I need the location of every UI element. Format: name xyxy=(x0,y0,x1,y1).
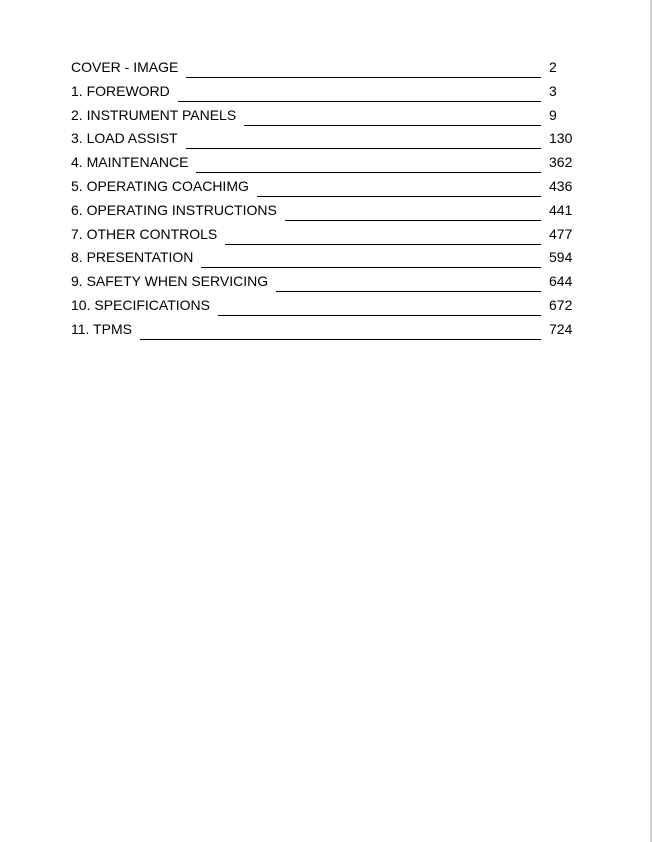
toc-leader-line xyxy=(285,201,541,221)
toc-entry-tpms[interactable] xyxy=(71,320,573,344)
toc-entry-page[interactable]: 477 xyxy=(549,225,573,242)
toc-entry-title[interactable]: 9. SAFETY WHEN SERVICING xyxy=(71,273,269,290)
toc-leader-line xyxy=(201,248,541,268)
toc-entry-title[interactable]: 3. LOAD ASSIST xyxy=(71,130,178,147)
toc-entry-page[interactable]: 644 xyxy=(549,273,573,290)
toc-leader-line xyxy=(276,272,541,292)
toc-entry-load-assist[interactable] xyxy=(71,129,573,153)
toc-leader-line xyxy=(196,153,541,173)
toc-entry-title[interactable]: 8. PRESENTATION xyxy=(71,249,194,266)
toc-entry-page[interactable]: 724 xyxy=(549,320,573,337)
toc-leader-line xyxy=(178,82,541,102)
toc-entry-page[interactable]: 362 xyxy=(549,154,573,171)
toc-leader-line xyxy=(186,129,541,149)
table-of-contents xyxy=(71,58,573,344)
toc-entry-operating-coaching[interactable] xyxy=(71,177,573,201)
toc-entry-specifications[interactable] xyxy=(71,296,573,320)
toc-entry-operating-instructions[interactable] xyxy=(71,201,573,225)
toc-entry-maintenance[interactable] xyxy=(71,153,573,177)
toc-entry-title[interactable]: 2. INSTRUMENT PANELS xyxy=(71,106,237,123)
toc-entry-title[interactable]: COVER - IMAGE xyxy=(71,59,179,75)
toc-entry-page[interactable]: 441 xyxy=(549,201,573,218)
toc-entry-page[interactable]: 594 xyxy=(549,249,573,266)
toc-entry-page[interactable]: 2 xyxy=(549,59,557,75)
toc-leader-line xyxy=(186,58,541,78)
toc-entry-cover-image[interactable] xyxy=(71,58,573,82)
toc-leader-line xyxy=(225,225,541,245)
toc-entry-title[interactable]: 11. TPMS xyxy=(71,320,132,337)
toc-entry-instrument-panels[interactable] xyxy=(71,106,573,130)
toc-entry-foreword[interactable] xyxy=(71,82,573,106)
toc-entry-title[interactable]: 6. OPERATING INSTRUCTIONS xyxy=(71,201,277,218)
toc-leader-line xyxy=(257,177,541,197)
toc-entry-title[interactable]: 5. OPERATING COACHIMG xyxy=(71,177,249,194)
toc-entry-page[interactable]: 3 xyxy=(549,82,557,99)
toc-leader-line xyxy=(140,320,541,340)
toc-entry-safety-when-servicing[interactable] xyxy=(71,272,573,296)
toc-leader-line xyxy=(244,106,541,126)
toc-entry-page[interactable]: 436 xyxy=(549,177,573,194)
toc-entry-title[interactable]: 4. MAINTENANCE xyxy=(71,154,189,171)
toc-leader-line xyxy=(218,296,541,316)
toc-entry-title[interactable]: 7. OTHER CONTROLS xyxy=(71,225,218,242)
toc-entry-other-controls[interactable] xyxy=(71,225,573,249)
toc-entry-page[interactable]: 9 xyxy=(549,106,557,123)
toc-entry-page[interactable]: 672 xyxy=(549,296,573,313)
toc-entry-presentation[interactable] xyxy=(71,248,573,272)
toc-entry-title[interactable]: 10. SPECIFICATIONS xyxy=(71,296,210,313)
toc-entry-title[interactable]: 1. FOREWORD xyxy=(71,82,170,99)
toc-entry-page[interactable]: 130 xyxy=(549,130,573,147)
